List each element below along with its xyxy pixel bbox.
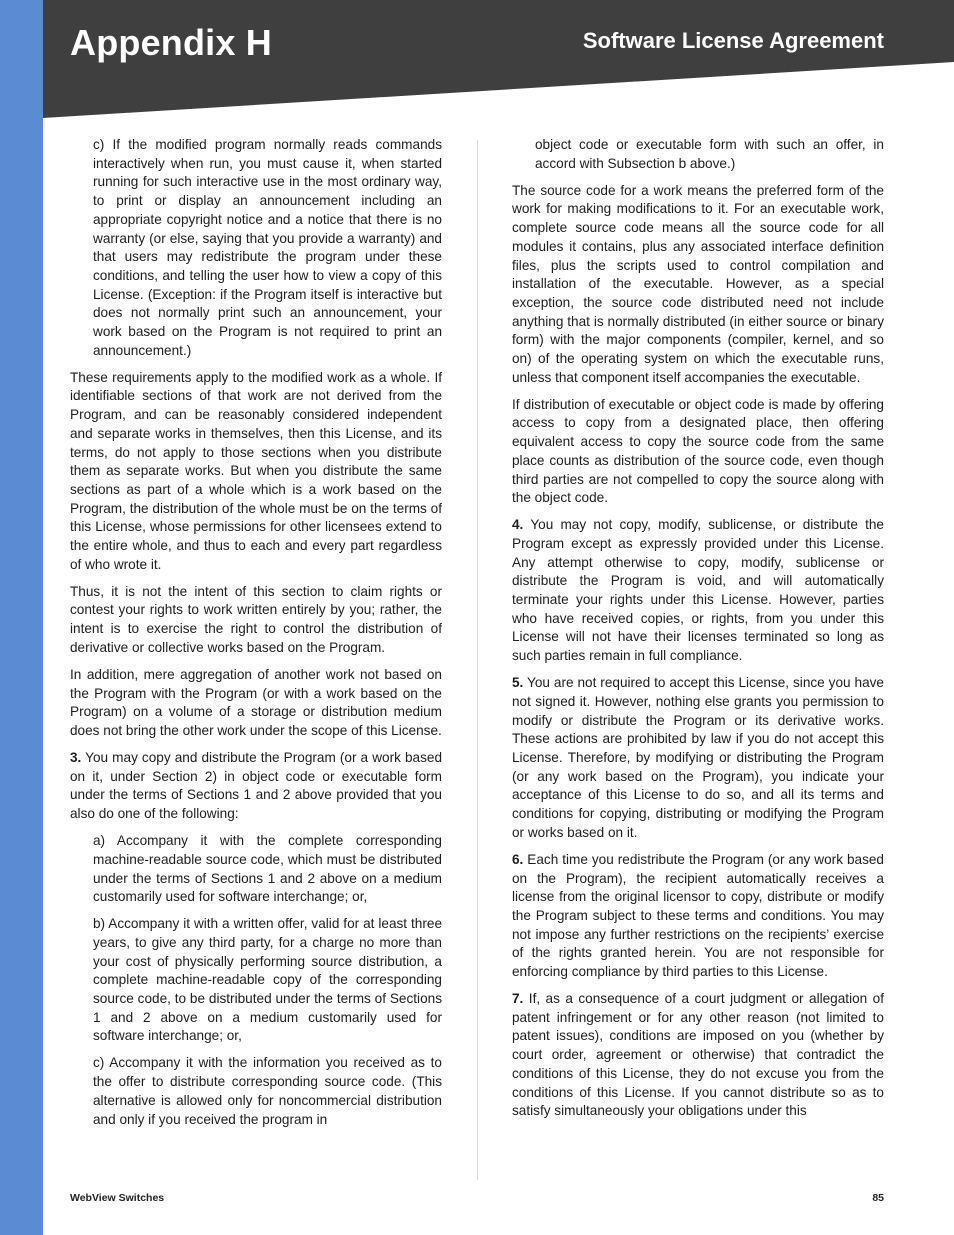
section-number: 7. [512,991,524,1007]
paragraph [512,674,884,842]
paragraph [512,516,884,666]
left-accent-bar [0,0,43,1235]
paragraph [512,990,884,1121]
right-column [512,136,884,1129]
section-number: 6. [512,851,524,867]
column-divider [477,140,478,1180]
paragraph-text: You may copy and distribute the Program (or a work based on it, under Section 2) in object code or executable form under the terms of Sections 1 and 2 above provided that you also do one of the following: [70,749,442,822]
section-number: 5. [512,675,524,691]
paragraph-text: Each time you redistribute the Program (or any work based on the Program), the recipient automatically receives a license from the original licensor to copy, distribute or modify the Program subject to these terms and conditions. You may not impose any further restrictions on the recipients’ exercise of the rights granted herein. You are not responsible for enforcing compliance by third parties to this License. [512,851,884,980]
paragraph-text: You may not copy, modify, sublicense, or distribute the Program except as expressly provided under this License. Any attempt otherwise to copy, modify, sublicense or distribute the Program is void, and will automatically terminate your rights under this License. However, parties who have received copies, or rights, from you under this License will not have their licenses terminated so long as such parties remain in full compliance. [512,517,884,664]
section-title: Software License Agreement [582,28,884,53]
footer-product-name: WebView Switches [70,1192,165,1204]
section-number: 3. [70,749,82,765]
paragraph: Thus, it is not the intent of this section to claim rights or contest your rights to work written entirely by you; rather, the intent is to exercise the right to control the distribution of derivative or collective works based on the Program. [70,583,442,655]
paragraph: object code or executable form with such an offer, in accord with Subsection b above.) [535,137,884,171]
paragraph: These requirements apply to the modified work as a whole. If identifiable sections of that work are not derived from the Program, and can be reasonably considered independent and separate works in themselves, then this License, and its terms, do not apply to those sections when you distribute them as separate works. But when you distribute the same sections as part of a whole which is a work based on the Program, the distribution of the whole must be on the terms of this License, whose permissions for other licensees extend to the entire whole, and thus to each and every part regardless of who wrote it. [70,369,442,572]
paragraph [512,851,884,982]
paragraph: In addition, mere aggregation of another work not based on the Program with the Program (or with a work based on the Program) on a volume of a storage or distribution medium does not bring the other work under the scope of this License. [70,666,442,738]
paragraph: b) Accompany it with a written offer, valid for at least three years, to give any third party, for a charge no more than your cost of physically performing source distribution, a complete machine-readable copy of the corresponding source code, to be distributed under the terms of Sections 1 and 2 above on a medium customarily used for software interchange; or, [93,916,442,1044]
paragraph: a) Accompany it with the complete corresponding machine-readable source code, which must be distributed under the terms of Sections 1 and 2 above on a medium customarily used for software interchange; or, [93,833,442,905]
section-number: 4. [512,517,524,533]
paragraph: The source code for a work means the preferred form of the work for making modifications to it. For an executable work, complete source code means all the source code for all modules it contains, plus any associated interface definition files, plus the scripts used to control compilation and installation of the executable. However, as a special exception, the source code distributed need not include anything that is normally distributed (in either source or binary form) with the major components (compiler, kernel, and so on) of the operating system on which the executable runs, unless that component itself accompanies the executable. [512,182,884,385]
paragraph-text: You are not required to accept this License, since you have not signed it. However, nothing else grants you permission to modify or distribute the Program or its derivative works. These actions are prohibited by law if you do not accept this License. Therefore, by modifying or distributing the Program (or any work based on the Program), you indicate your acceptance of this License to do so, and all its terms and conditions for copying, distributing or modifying the Program or works based on it. [512,675,884,840]
paragraph: If distribution of executable or object code is made by offering access to copy from a designated place, then offering equivalent access to copy the source code from the same place counts as distribution of the source code, even though third parties are not compelled to copy the source along with the object code. [512,396,884,506]
paragraph [70,749,442,824]
footer-page-number: 85 [872,1192,884,1204]
paragraph-text: If, as a consequence of a court judgment or allegation of patent infringement or for any other reason (not limited to patent issues), conditions are imposed on you (whether by court order, agreement or otherwise) that contradict the conditions of this License, they do not excuse you from the conditions of this License. If you cannot distribute so as to satisfy simultaneously your obligations under this [512,991,884,1119]
paragraph: c) Accompany it with the information you received as to the offer to distribute corresponding source code. (This alternative is allowed only for noncommercial distribution and only if you received the program in [93,1055,442,1127]
chapter-title: Appendix H [70,22,273,63]
left-column [70,136,442,1138]
paragraph: c) If the modified program normally reads commands interactively when run, you must cause it, when started running for such interactive use in the most ordinary way, to print or display an announcement including an appropriate copyright notice and a notice that there is no warranty (or else, saying that you provide a warranty) and that users may redistribute the program under these conditions, and telling the user how to view a copy of this License. (Exception: if the Program itself is interactive but does not normally print such an announcement, your work based on the Program is not required to print an announcement.) [93,137,442,358]
